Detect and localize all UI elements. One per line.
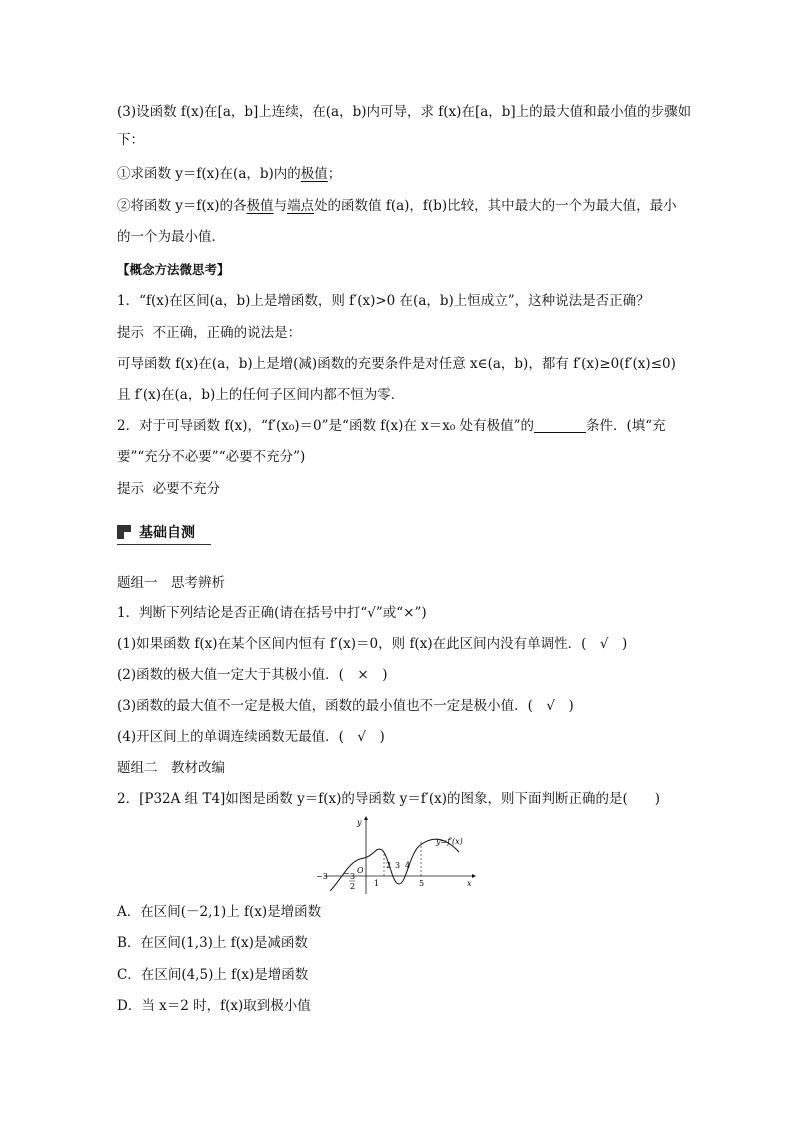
hint-1-detail-cont: 且 f′(x)在(a，b)上的任何子区间内都不恒为零． xyxy=(117,387,405,403)
paragraph-step3-intro: (3)设函数 f(x)在[a，b]上连续，在(a，b)内可导，求 f(x)在[a，b]上的最大值和最小值的步骤如 xyxy=(117,104,692,120)
question-1: 1．“f(x)在区间(a，b)上是增函数，则 f′(x)>0 在(a，b)上恒成立”，这种说法是否正确？ xyxy=(117,293,650,309)
hint-2: 提示 必要不充分 xyxy=(117,481,221,497)
derivative-graph xyxy=(314,816,476,896)
underlined-term: 端点 xyxy=(287,198,315,214)
underlined-term: 极值 xyxy=(246,198,274,214)
group-1-question: 1．判断下列结论是否正确(请在括号中打“√”或“×”) xyxy=(117,605,427,621)
question-2: 2．对于可导函数 f(x)，“f′(x₀)＝0”是“函数 f(x)在 x＝x₀ 处有极值”的 条件．(填“充 xyxy=(117,418,666,434)
think-heading: 【概念方法微思考】 xyxy=(117,262,230,277)
x-axis-label: x xyxy=(467,879,472,888)
hint-label: 提示 xyxy=(117,481,144,497)
hint-1-detail: 可导函数 f(x)在(a，b)上是增(减)函数的充要条件是对任意 x∈(a，b)，都有 f′(x)≥0(f′(x)≤0) xyxy=(117,356,676,372)
tick-label: 2 xyxy=(386,861,392,870)
judgement-item: (1)如果函数 f(x)在某个区间内恒有 f′(x)＝0，则 f(x)在此区间内没有单调性．( √ ) xyxy=(117,636,628,652)
group-2-title: 题组二 教材改编 xyxy=(117,760,225,776)
tick-label: 4 xyxy=(405,861,411,870)
judgement-item: (4)开区间上的单调连续函数无最值．( √ ) xyxy=(117,729,385,745)
tick-label: 3 xyxy=(395,861,401,870)
group-1-title: 题组一 思考辨析 xyxy=(117,575,225,591)
section-heading xyxy=(117,521,211,545)
tick-label: −3 xyxy=(316,872,328,881)
group-2-question: 2．[P32A 组 T4]如图是函数 y＝f(x)的导函数 y＝f′(x)的图象，则下面判断正确的是( ) xyxy=(117,791,661,807)
step-2-cont: 的一个为最小值． xyxy=(117,229,225,245)
step-1: ①求函数 y＝f(x)在(a，b)内的极值； xyxy=(117,166,342,182)
answer-blank xyxy=(534,418,586,433)
divider xyxy=(117,544,211,545)
tick-label: 1 xyxy=(374,879,380,888)
y-axis-label: y xyxy=(357,818,362,827)
curve-label: y=f′(x) xyxy=(436,837,463,846)
question-2-cont: 要”“充分不必要”“必要不充分”) xyxy=(117,449,306,465)
underlined-term: 极值 xyxy=(300,166,328,182)
judgement-item: (3)函数的最大值不一定是极大值，函数的最小值也不一定是极小值．( √ ) xyxy=(117,698,574,714)
section-title: 基础自测 xyxy=(139,525,195,541)
option-c: C．在区间(4,5)上 f(x)是增函数 xyxy=(117,967,309,983)
x-axis-arrow-icon xyxy=(472,874,476,878)
tick-label: 2 xyxy=(350,882,356,891)
hint-1: 提示 不正确，正确的说法是： xyxy=(117,325,302,341)
option-d: D．当 x＝2 时，f(x)取到极小值 xyxy=(117,998,311,1014)
step-2: ②将函数 y＝f(x)的各极值与端点处的函数值 f(a)，f(b)比较，其中最大的一个为最大值，最小 xyxy=(117,198,677,214)
paragraph-step3-intro-cont: 下： xyxy=(117,132,144,148)
y-axis-arrow-icon xyxy=(364,816,368,820)
option-b: B．在区间(1,3)上 f(x)是减函数 xyxy=(117,935,308,951)
judgement-item: (2)函数的极大值一定大于其极小值．( × ) xyxy=(117,667,388,683)
tick-label: 5 xyxy=(419,879,425,888)
tick-label: − xyxy=(343,869,350,878)
hint-label: 提示 xyxy=(117,325,144,341)
origin-label: O xyxy=(357,866,364,875)
tick-label: 3 xyxy=(350,872,356,881)
option-a: A．在区间(－2,1)上 f(x)是增函数 xyxy=(117,904,322,920)
